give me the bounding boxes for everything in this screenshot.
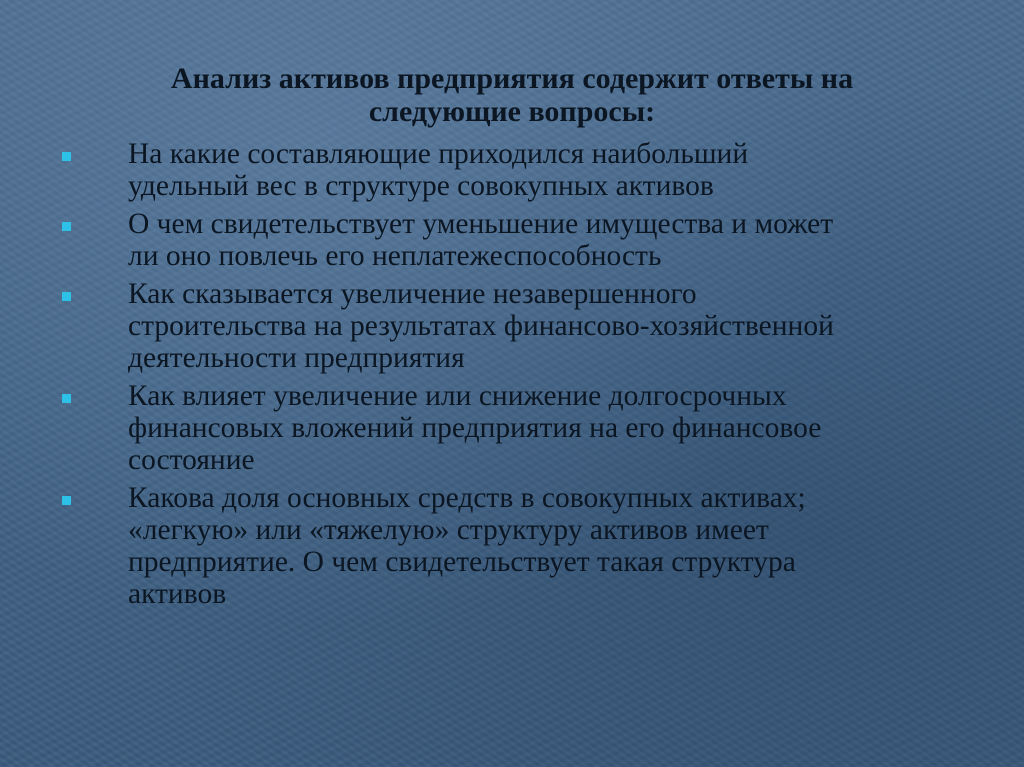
list-item — [0, 482, 1024, 610]
slide-title-line: следующие вопросы: — [368, 95, 656, 128]
list-item — [0, 138, 1024, 202]
list-item-line: Как сказывается увеличение незавершенного — [128, 278, 697, 310]
square-bullet-icon — [62, 394, 71, 403]
list-item-line: строительства на результатах финансово-хозяйственной — [128, 310, 834, 342]
list-item-line: Какова доля основных средств в совокупных активах; — [128, 482, 806, 514]
question-list — [0, 138, 1024, 616]
list-item-line: На какие составляющие приходился наибольший — [128, 138, 749, 170]
list-item-line: состояние — [128, 444, 255, 476]
list-item — [0, 278, 1024, 374]
list-item-line: удельный вес в структуре совокупных активов — [128, 170, 714, 202]
square-bullet-icon — [62, 222, 71, 231]
square-bullet-icon — [62, 152, 71, 161]
list-item-line: предприятие. О чем свидетельствует такая структура — [128, 546, 796, 578]
slide-title-line: Анализ активов предприятия содержит ответы на — [170, 62, 854, 95]
list-item-line: Как влияет увеличение или снижение долгосрочных — [128, 380, 787, 412]
square-bullet-icon — [62, 496, 71, 505]
list-item-line: финансовых вложений предприятия на его финансовое — [128, 412, 822, 444]
slide-title — [60, 62, 964, 128]
square-bullet-icon — [62, 292, 71, 301]
list-item-line: активов — [128, 578, 227, 610]
list-item-line: ли оно повлечь его неплатежеспособность — [128, 240, 662, 272]
list-item — [0, 208, 1024, 272]
list-item — [0, 380, 1024, 476]
list-item-line: «легкую» или «тяжелую» структуру активов имеет — [128, 514, 769, 546]
list-item-line: О чем свидетельствует уменьшение имущества и может — [128, 208, 834, 240]
list-item-line: деятельности предприятия — [128, 342, 465, 374]
